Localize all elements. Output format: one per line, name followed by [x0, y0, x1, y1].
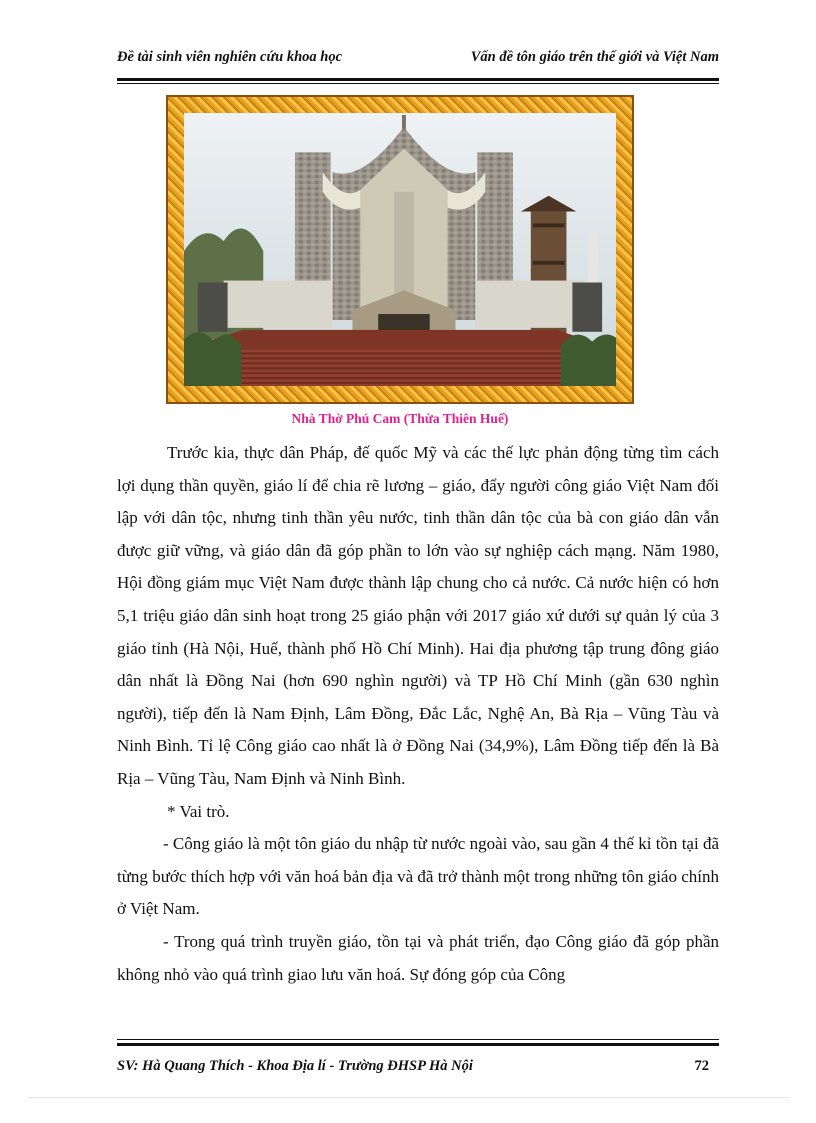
header-rule-thin: [117, 83, 719, 84]
page-footer: [117, 1058, 719, 1080]
church-photo: [184, 113, 616, 386]
body-text: [117, 437, 719, 991]
paragraph: - Trong quá trình truyền giáo, tồn tại và phát triển, đạo Công giáo đã góp phần không nhỏ vào quá trình giao lưu văn hoá. Sự đóng góp của Công: [117, 931, 719, 984]
bottom-dotted-line: [28, 1097, 788, 1098]
paragraph: - Công giáo là một tôn giáo du nhập từ nước ngoài vào, sau gần 4 thế kỉ tồn tại đã từng bước thích hợp với văn hoá bản địa và đã trở thành một trong những tôn giáo chính ở Việt Nam.: [117, 834, 719, 919]
paragraph: * Vai trò.: [167, 801, 230, 821]
header-right-title: Vấn đề tôn giáo trên thế giới và Việt Nam: [470, 49, 719, 65]
footer-rule-thin: [117, 1039, 719, 1040]
figure-caption: Nhà Thờ Phú Cam (Thừa Thiên Huế): [291, 411, 509, 426]
footer-author: SV: Hà Quang Thích - Khoa Địa lí - Trường ĐHSP Hà Nội: [117, 1058, 473, 1074]
header-left-title: Đề tài sinh viên nghiên cứu khoa học: [117, 49, 343, 65]
page-number: 72: [694, 1058, 709, 1074]
paragraph: Trước kia, thực dân Pháp, đế quốc Mỹ và các thế lực phản động từng tìm cách lợi dụng thần quyền, giáo lí để chia rẽ lương – giáo, đẩy người công giáo Việt Nam đối lập với dân tộc, nhưng tinh thần yêu nước, tinh thần dân tộc của bà con giáo dân vẫn được giữ vững, và giáo dân đã góp phần to lớn vào sự nghiệp cách mạng. Năm 1980, Hội đồng giám mục Việt Nam được thành lập chung cho cả nước. Cả nước hiện có hơn 5,1 triệu giáo dân sinh hoạt trong 25 giáo phận với 2017 giáo xứ dưới sự quản lý của 3 giáo tỉnh (Hà Nội, Huế, thành phố Hồ Chí Minh). Hai địa phương tập trung đông giáo dân nhất là Đồng Nai (hơn 690 nghìn người) và TP Hồ Chí Minh (gần 630 nghìn người), tiếp đến là Nam Định, Lâm Đồng, Đắc Lắc, Nghệ An, Bà Rịa – Vũng Tàu và Ninh Bình. Tỉ lệ Công giáo cao nhất là ở Đồng Nai (34,9%), Lâm Đồng tiếp đến là Bà Rịa – Vũng Tàu, Nam Định và Ninh Bình.: [117, 443, 719, 788]
footer-rule-thick: [117, 1043, 719, 1046]
church-illustration: [184, 113, 616, 386]
church-photo-frame: [166, 95, 634, 404]
page-header: [117, 47, 719, 73]
header-rule-thick: [117, 78, 719, 81]
